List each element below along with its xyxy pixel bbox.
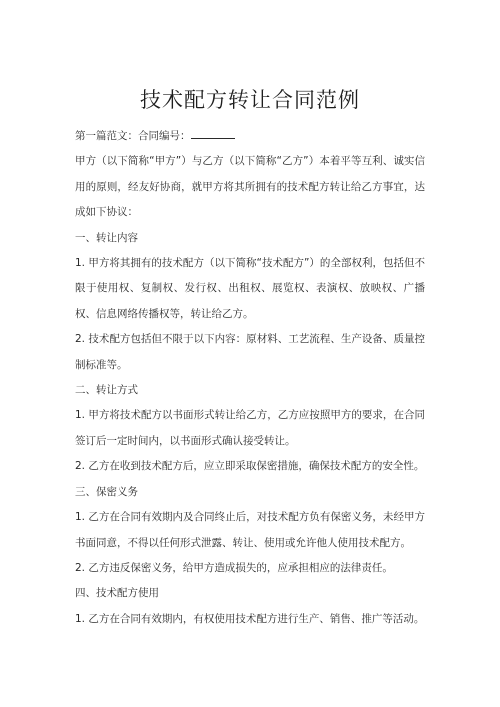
section-item: 1. 乙方在合同有效期内及合同终止后，对技术配方负有保密义务，未经甲方书面同意，不得以任何形式泄露、转让、使用或允许他人使用技术配方。 (75, 511, 425, 549)
section-item: 1. 甲方将其拥有的技术配方（以下简称“技术配方”）的全部权利，包括但不限于使用权、复制权、发行权、出租权、展览权、表演权、放映权、广播权、信息网络传播权等，转让给乙方。 (75, 257, 425, 320)
section-heading: 四、技术配方使用 (75, 587, 159, 600)
section-item: 2. 乙方在收到技术配方后，应立即采取保密措施，确保技术配方的安全性。 (75, 460, 425, 473)
section-item: 2. 乙方违反保密义务，给甲方造成损失的，应承担相应的法律责任。 (75, 561, 393, 574)
section-heading: 三、保密义务 (75, 485, 138, 498)
document-body (75, 124, 425, 632)
document-title: 技术配方转让合同范例 (140, 88, 360, 112)
section-heading: 二、转让方式 (75, 384, 138, 397)
section-item: 1. 乙方在合同有效期内，有权使用技术配方进行生产、销售、推广等活动。 (75, 612, 425, 625)
section-heading: 一、转让内容 (75, 231, 138, 244)
contract-number-blank (191, 127, 235, 139)
section-item: 1. 甲方将技术配方以书面形式转让给乙方，乙方应按照甲方的要求，在合同签订后一定时间内，以书面形式确认接受转让。 (75, 409, 425, 447)
intro-label: 第一篇范文：合同编号： (75, 130, 191, 142)
section-item: 2. 技术配方包括但不限于以下内容：原材料、工艺流程、生产设备、质量控制标准等。 (75, 333, 425, 371)
intro-line (75, 124, 425, 149)
preamble-paragraph: 甲方（以下简称“甲方”）与乙方（以下简称“乙方”）本着平等互利、诚实信用的原则，经友好协商，就甲方将其所拥有的技术配方转让给乙方事宜，达成如下协议： (75, 155, 425, 219)
